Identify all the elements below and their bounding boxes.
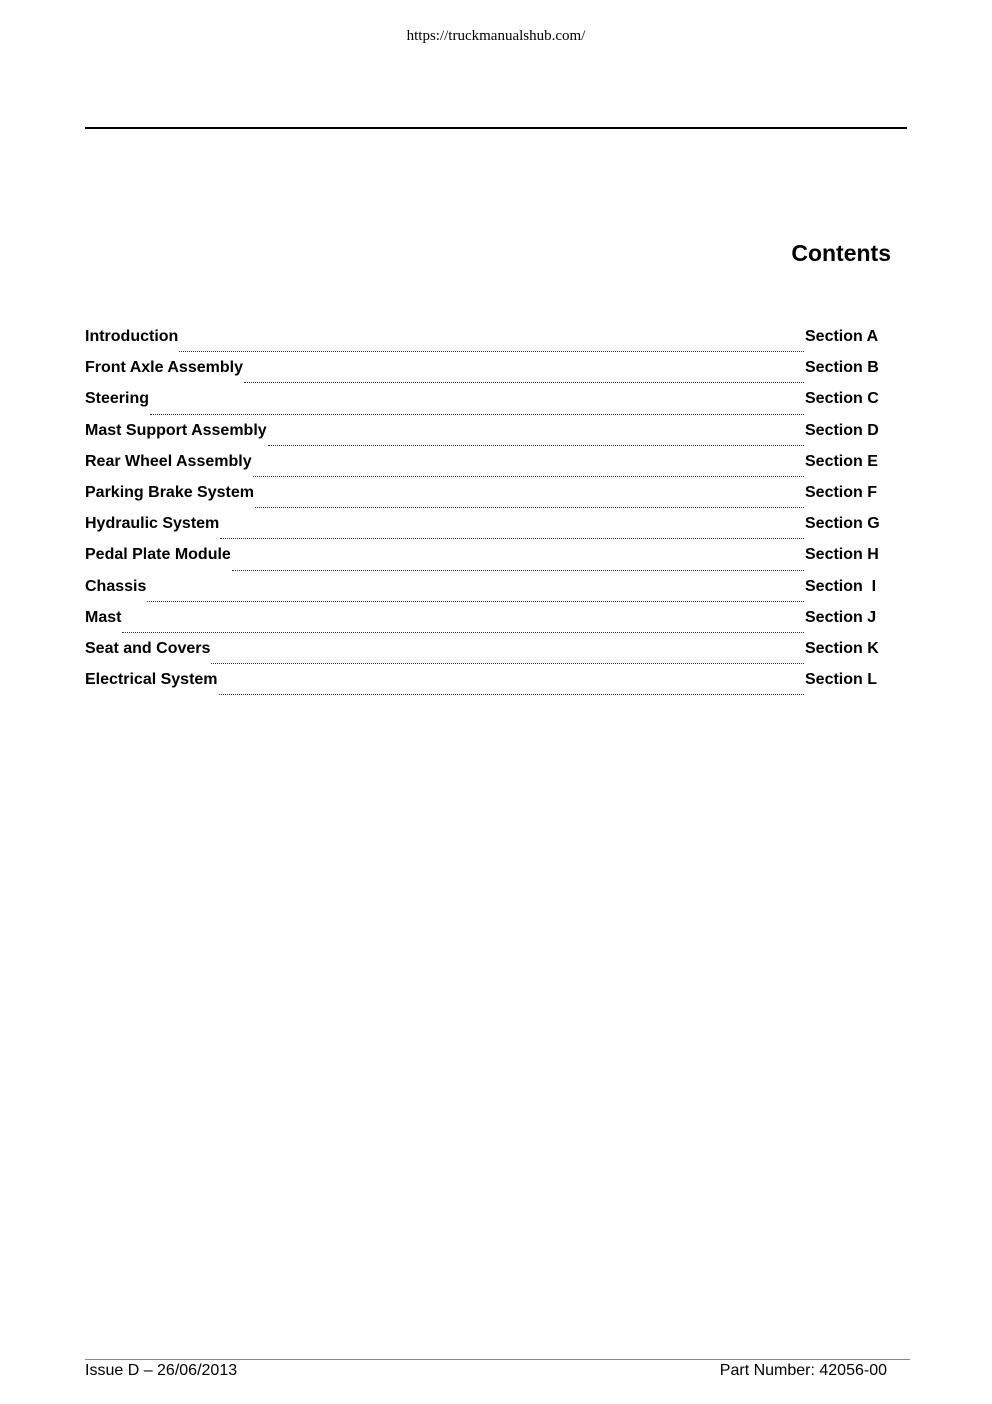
toc-entry-section: Section A <box>805 328 879 345</box>
toc-row-electrical-system[interactable] <box>85 671 885 702</box>
top-divider <box>85 127 907 129</box>
toc-entry-title: Mast Support Assembly <box>85 421 267 439</box>
toc-entry-section: Section B <box>805 359 879 377</box>
toc-entry-title: Pedal Plate Module <box>85 546 231 564</box>
dot-leader <box>219 680 804 695</box>
toc-row-chassis[interactable] <box>85 578 885 609</box>
toc-entry-section: Section L <box>805 671 878 689</box>
toc-entry-title: Rear Wheel Assembly <box>85 452 252 470</box>
toc-row-seat-and-covers[interactable] <box>85 640 885 671</box>
header-url[interactable]: https://truckmanualshub.com/ <box>406 28 586 44</box>
toc-entry-section: Section K <box>805 639 879 657</box>
toc-entry-title: Electrical System <box>85 671 218 689</box>
dot-leader <box>179 337 804 352</box>
dot-leader <box>232 556 804 571</box>
toc-row-parking-brake-system[interactable] <box>85 484 885 515</box>
toc-row-rear-wheel-assembly[interactable] <box>85 453 885 484</box>
toc-entry-section: Section H <box>805 546 879 564</box>
page-title: Contents <box>791 240 891 266</box>
dot-leader <box>244 368 804 383</box>
toc-row-pedal-plate-module[interactable] <box>85 546 885 577</box>
toc-entry-section: Section J <box>805 608 877 626</box>
dot-leader <box>150 400 804 415</box>
table-of-contents <box>85 328 885 702</box>
dot-leader <box>255 493 804 508</box>
toc-row-front-axle-assembly[interactable] <box>85 359 885 390</box>
toc-entry-title: Parking Brake System <box>85 483 254 501</box>
toc-entry-title: Hydraulic System <box>85 515 220 533</box>
dot-leader <box>122 618 804 633</box>
toc-entry-section: Section D <box>805 421 879 439</box>
footer-issue: Issue D – 26/06/2013 <box>85 1362 238 1379</box>
toc-entry-title: Seat and Covers <box>85 639 211 657</box>
dot-leader <box>253 462 804 477</box>
toc-entry-title: Mast <box>85 608 122 626</box>
toc-row-mast-support-assembly[interactable] <box>85 422 885 453</box>
toc-row-steering[interactable] <box>85 390 885 421</box>
toc-entry-title: Front Axle Assembly <box>85 359 243 377</box>
toc-entry-section: Section E <box>805 452 878 470</box>
toc-entry-section: Section C <box>805 390 879 408</box>
toc-entry-section: Section G <box>805 515 880 533</box>
toc-entry-title: Chassis <box>85 577 147 595</box>
dot-leader <box>211 649 804 664</box>
dot-leader <box>220 524 804 539</box>
dot-leader <box>147 587 804 602</box>
toc-row-introduction[interactable] <box>85 328 885 359</box>
toc-entry-title: Steering <box>85 390 150 408</box>
toc-entry-section: Section F <box>805 483 878 501</box>
toc-row-hydraulic-system[interactable] <box>85 515 885 546</box>
footer-part-number: Part Number: 42056-00 <box>719 1362 887 1379</box>
toc-entry-section: Section I <box>805 577 877 595</box>
dot-leader <box>268 431 804 446</box>
footer-divider <box>85 1359 910 1360</box>
toc-entry-title: Introduction <box>85 328 179 345</box>
toc-row-mast[interactable] <box>85 609 885 640</box>
